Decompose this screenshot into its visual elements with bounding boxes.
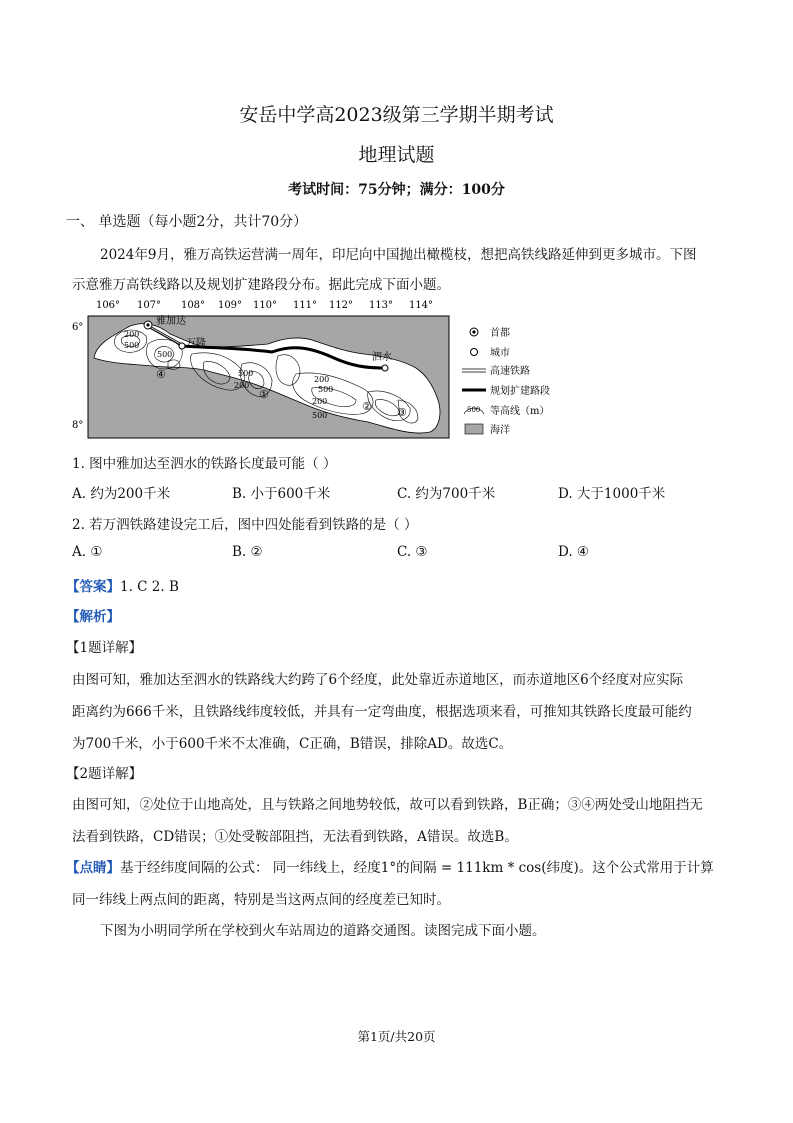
exam-info: 考试时间：75分钟；满分：100分 xyxy=(288,182,505,198)
q2-option-b[interactable]: B. ② xyxy=(232,544,263,560)
lon-label: 109° xyxy=(217,300,243,311)
lon-label: 112° xyxy=(328,300,354,311)
lon-label: 110° xyxy=(252,300,278,311)
contour-label: 500 xyxy=(157,350,173,359)
city-label-surabaya: 泗水 xyxy=(372,352,392,363)
lon-label: 106° xyxy=(95,300,121,311)
question-2-stem: 2. 若万泗铁路建设完工后，图中四处能看到铁路的是（ ） xyxy=(72,517,418,533)
lon-label: 113° xyxy=(368,300,394,311)
answer-value: 1. C 2. B xyxy=(120,579,179,595)
analysis-label: 【解析】 xyxy=(66,609,120,625)
contour-label: 200 xyxy=(314,375,330,384)
map-legend xyxy=(462,326,550,436)
tip-line-2: 同一纬线上两点间的距离，特别是当这两点间的经度差已知时。 xyxy=(72,892,450,908)
lat-label: 8° xyxy=(72,420,84,431)
lon-label: 108° xyxy=(180,300,206,311)
city-marker-bandung xyxy=(179,343,185,349)
answer-label: 【答案】 xyxy=(66,579,120,595)
area-marker-1: ① xyxy=(259,388,269,401)
q1-option-c[interactable]: C. 约为700千米 xyxy=(397,486,496,502)
intro-line-2: 示意雅万高铁线路以及规划扩建路段分布。据此完成下面小题。 xyxy=(72,277,450,293)
next-intro: 下图为小明同学所在学校到火车站周边的道路交通图。读图完成下面小题。 xyxy=(100,923,546,939)
legend-contour-value: 500 xyxy=(467,406,481,414)
lat-label: 6° xyxy=(72,322,84,333)
q1-option-d[interactable]: D. 大于1000千米 xyxy=(558,486,666,502)
q1-option-b[interactable]: B. 小于600千米 xyxy=(232,486,331,502)
area-marker-3: ③ xyxy=(397,406,407,419)
detail-2-label: 【2题详解】 xyxy=(66,766,143,782)
legend-hsr: 高速铁路 xyxy=(490,366,530,377)
detail-1-line-2: 距离约为666千米，且铁路线纬度较低，并具有一定弯曲度，根据选项来看，可推知其铁路长度最可能约 xyxy=(72,704,692,720)
answer-row xyxy=(66,575,179,595)
contour-label: 500 xyxy=(124,341,140,350)
contour-label: 500 xyxy=(312,411,328,420)
capital-dot xyxy=(146,323,149,326)
area-marker-4: ④ xyxy=(156,368,166,381)
contour-label: 500 xyxy=(238,369,254,378)
detail-2-line-1: 由图可知，②处位于山地高处，且与铁路之间地势较低，故可以看到铁路，B正确；③④两处受山地阻挡无 xyxy=(72,797,703,813)
contour-label: 200 xyxy=(312,397,328,406)
legend-contour: 等高线（m） xyxy=(490,406,550,417)
lon-label: 111° xyxy=(292,300,318,311)
section-heading: 一、 单选题（每小题2分，共计70分） xyxy=(66,214,308,230)
q2-option-c[interactable]: C. ③ xyxy=(397,544,428,560)
exam-title: 安岳中学高2023级第三学期半期考试 xyxy=(239,104,554,126)
q2-option-a[interactable]: A. ① xyxy=(72,544,103,560)
detail-2-line-2: 法看到铁路，CD错误；①处受鞍部阻挡，无法看到铁路，A错误。故选B。 xyxy=(72,829,518,845)
lon-label: 114° xyxy=(408,300,434,311)
detail-1-line-3: 为700千米，小于600千米不太准确，C正确，B错误，排除AD。故选C。 xyxy=(72,736,513,752)
tip-row xyxy=(66,856,714,876)
contour-label: 200 xyxy=(124,330,140,339)
intro-line-1: 2024年9月，雅万高铁运营满一周年，印尼向中国抛出橄榄枝，想把高铁线路延伸到更多城市。下图 xyxy=(100,247,697,263)
city-label-bandung: 万隆 xyxy=(186,338,206,349)
lon-label: 107° xyxy=(136,300,162,311)
q1-option-a[interactable]: A. 约为200千米 xyxy=(72,486,171,502)
city-marker-surabaya xyxy=(382,365,388,371)
legend-capital: 首都 xyxy=(490,328,510,339)
contour-label: 500 xyxy=(318,385,334,394)
city-label-jakarta: 雅加达 xyxy=(156,316,186,327)
java-railway-map xyxy=(72,296,550,442)
detail-1-line-1: 由图可知，雅加达至泗水的铁路线大约跨了6个经度，此处靠近赤道地区，而赤道地区6个经度对应实际 xyxy=(72,672,684,688)
contour-label: 200 xyxy=(234,381,250,390)
page-footer: 第1页/共20页 xyxy=(357,1029,436,1044)
area-marker-2: ② xyxy=(362,400,372,413)
tip-label: 【点睛】 xyxy=(66,860,120,876)
detail-1-label: 【1题详解】 xyxy=(66,640,143,656)
subject-title: 地理试题 xyxy=(358,144,435,166)
q2-option-d[interactable]: D. ④ xyxy=(558,544,590,560)
legend-ocean: 海洋 xyxy=(490,425,510,436)
question-1-stem: 1. 图中雅加达至泗水的铁路长度最可能（ ） xyxy=(72,456,337,472)
legend-city: 城市 xyxy=(490,348,510,359)
legend-planned: 规划扩建路段 xyxy=(490,386,550,397)
tip-line-1: 基于经纬度间隔的公式： 同一纬线上，经度1°的间隔 = 111km * cos(纬度)。这个公式常用于计算 xyxy=(120,860,714,876)
